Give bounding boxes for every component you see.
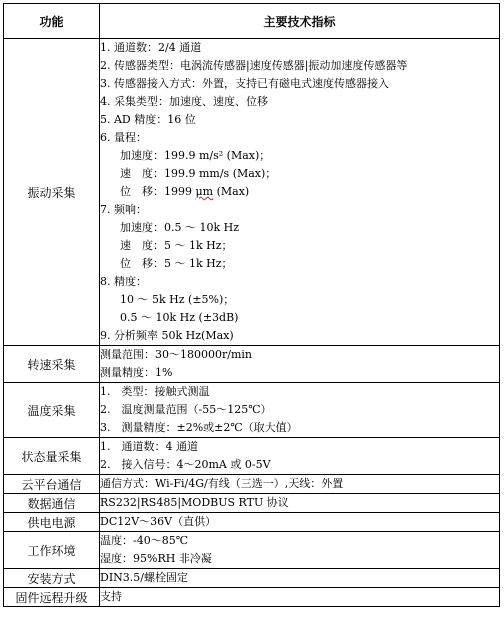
spec-line: 9. 分析频率 50k Hz(Max) (100, 329, 234, 342)
row-power (4, 513, 500, 532)
content-environment (100, 532, 500, 569)
micrometer-unit: μm (195, 185, 214, 198)
spec-line-displacement (100, 183, 499, 201)
content-install (100, 569, 500, 588)
row-data-comm (4, 494, 500, 513)
content-status (100, 438, 500, 475)
header-row (4, 4, 500, 39)
row-firmware (4, 588, 500, 607)
spec-line: 0.5 ～ 10k Hz (±3dB) (120, 311, 239, 324)
spec-line: 4. 采集类型：加速度、速度、位移 (100, 95, 268, 108)
spec-line: DIN3.5/螺栓固定 (100, 571, 188, 584)
label-firmware: 固件远程升级 (4, 588, 100, 607)
row-vibration (4, 39, 500, 346)
content-temperature (100, 383, 500, 438)
spec-line: 速 度：199.9 mm/s (Max)； (120, 167, 277, 180)
content-speed (100, 346, 500, 383)
label-environment: 工作环境 (4, 532, 100, 569)
spec-line: 2. 接入信号：4～20mA 或 0-5V (100, 458, 271, 471)
label-power: 供电电源 (4, 513, 100, 532)
spec-line: 2. 温度测量范围（-55～125℃） (100, 403, 272, 416)
label-data-comm: 数据通信 (4, 494, 100, 513)
label-temperature: 温度采集 (4, 383, 100, 438)
label-vibration: 振动采集 (4, 39, 100, 346)
displacement-text: 位 移：1999 (120, 185, 196, 198)
spec-line: 测量精度：1% (100, 366, 173, 379)
row-install (4, 569, 500, 588)
spec-line: 8. 精度： (100, 275, 147, 288)
spec-line: 3. 传感器接入方式：外置，支持已有磁电式速度传感器接入 (100, 77, 389, 90)
label-status: 状态量采集 (4, 438, 100, 475)
content-vibration (100, 39, 500, 346)
spec-table (3, 3, 500, 607)
spec-line: 加速度：0.5 ～ 10k Hz (120, 221, 240, 234)
spec-line: 5. AD 精度：16 位 (100, 113, 196, 126)
content-firmware (100, 588, 500, 607)
row-temperature (4, 383, 500, 438)
spec-line: 支持 (100, 590, 122, 603)
row-status (4, 438, 500, 475)
spec-line: 10 ～ 5k Hz (±5%)； (120, 293, 235, 306)
spec-line: 1. 类型：接触式测温 (100, 385, 210, 398)
header-function: 功能 (4, 4, 100, 39)
row-speed (4, 346, 500, 383)
spec-line: RS232|RS485|MODBUS RTU 协议 (100, 496, 289, 509)
displacement-max: (Max) (213, 185, 250, 198)
header-spec: 主要技术指标 (100, 4, 500, 39)
spec-line: 位 移：5 ～ 1k Hz； (120, 257, 233, 270)
row-cloud (4, 475, 500, 494)
spec-line: DC12V～36V（直供） (100, 515, 217, 528)
spec-line: 通信方式：Wi-Fi/4G/有线（三选一）,天线：外置 (100, 477, 344, 490)
spec-line: 2. 传感器类型：电涡流传感器|速度传感器|振动加速度传感器等 (100, 59, 408, 72)
spec-line: 温度：-40～85℃ (100, 534, 189, 547)
row-environment (4, 532, 500, 569)
spec-line: 7. 频响： (100, 203, 147, 216)
label-speed: 转速采集 (4, 346, 100, 383)
spec-line: 1. 通道数：4 通道 (100, 440, 198, 453)
spec-line: 3. 测量精度：±2%或±2℃（取大值） (100, 421, 298, 434)
content-power (100, 513, 500, 532)
spec-line: 湿度：95%RH 非冷凝 (100, 552, 212, 565)
spec-line: 加速度：199.9 m/s² (Max)； (120, 149, 271, 162)
spec-line: 6. 量程： (100, 131, 147, 144)
spec-line: 1. 通道数：2/4 通道 (100, 41, 202, 54)
label-cloud: 云平台通信 (4, 475, 100, 494)
label-install: 安装方式 (4, 569, 100, 588)
content-data-comm (100, 494, 500, 513)
spec-line: 速 度：5 ～ 1k Hz； (120, 239, 233, 252)
spec-line: 测量范围：30～180000r/min (100, 348, 252, 361)
content-cloud (100, 475, 500, 494)
